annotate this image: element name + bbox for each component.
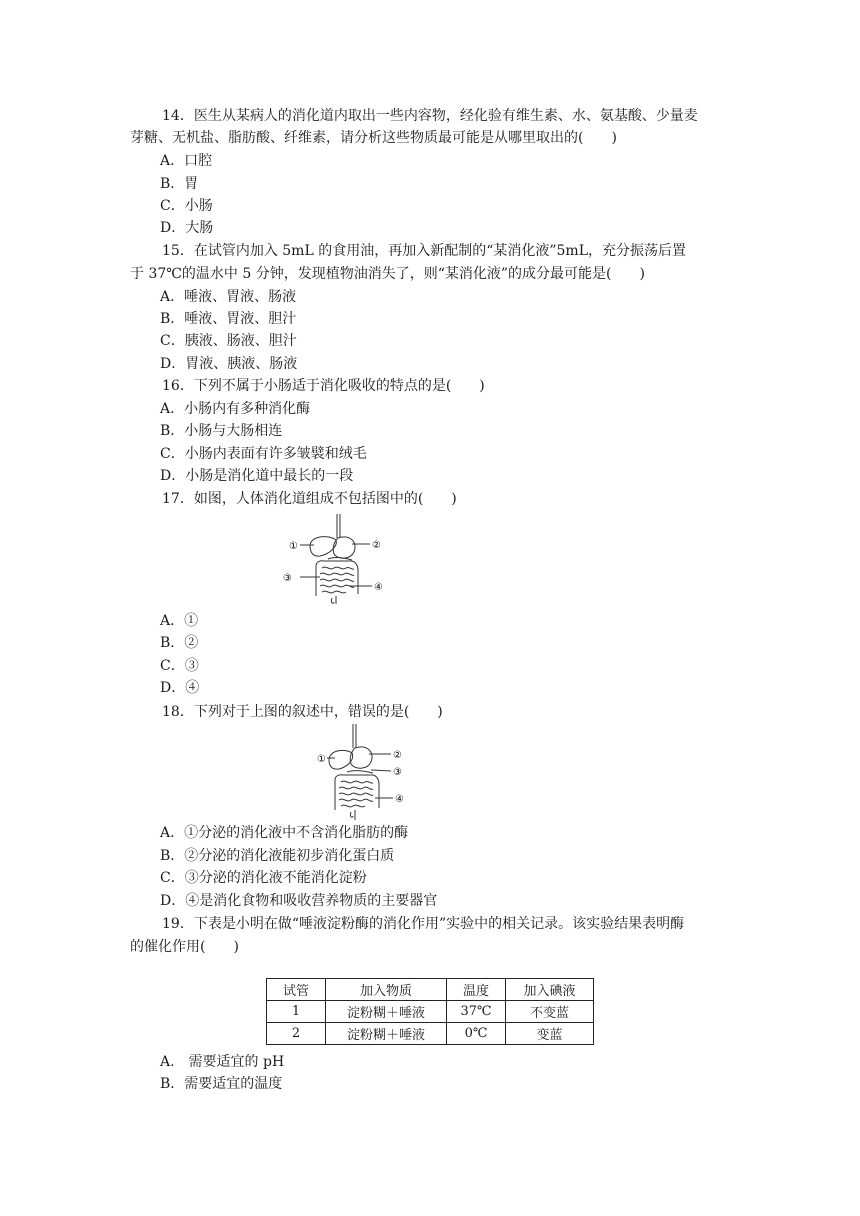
figure1-label-1: ①: [289, 541, 298, 552]
q18-option-c: C．③分泌的消化液不能消化淀粉: [160, 870, 367, 886]
digestive-system-diagram: [315, 724, 410, 820]
q17-option-a: A．①: [160, 613, 199, 629]
table-cell: 1: [267, 1001, 326, 1023]
q16-option-a: A．小肠内有多种消化酶: [160, 401, 311, 417]
q15-stem-line2: 于 37℃的温水中 5 分钟，发现植物油消失了，则“某消化液”的成分最可能是( ): [130, 266, 645, 282]
q18-option-b: B．②分泌的消化液能初步消化蛋白质: [160, 848, 395, 864]
q17-option-b: B．②: [160, 635, 199, 651]
table-cell: 变蓝: [506, 1023, 594, 1045]
figure1-label-3: ③: [283, 573, 292, 584]
digestive-system-figure-2: [315, 724, 410, 820]
table-cell: 淀粉糊＋唾液: [326, 1001, 447, 1023]
q19-stem-line2: 的催化作用( ): [130, 939, 239, 955]
q17-option-d: D．④: [160, 680, 200, 696]
q14-stem-line2: 芽糖、无机盐、脂肪酸、纤维素，请分析这些物质最可能是从哪里取出的( ): [130, 130, 617, 146]
q19-option-a: A. 需要适宜的 pH: [160, 1054, 285, 1070]
figure1-label-4: ④: [374, 582, 383, 593]
q15-option-a: A．唾液、胃液、肠液: [160, 289, 297, 305]
q14-option-d: D．大肠: [160, 220, 214, 236]
digestive-system-figure-1: [280, 514, 390, 604]
table-header-cell: 加入物质: [326, 979, 447, 1001]
figure2-label-1: ①: [317, 754, 326, 765]
table-cell: 37℃: [447, 1001, 506, 1023]
table-row: [267, 1023, 594, 1045]
q18-option-d: D．④是消化食物和吸收营养物质的主要器官: [160, 893, 438, 909]
q15-option-d: D．胃液、胰液、肠液: [160, 356, 298, 372]
q15-option-b: B．唾液、胃液、胆汁: [160, 311, 297, 327]
q16-stem: 16．下列不属于小肠适于消化吸收的特点的是( ): [162, 378, 485, 394]
q14-stem-line1: 14．医生从某病人的消化道内取出一些内容物，经化验有维生素、水、氨基酸、少量麦: [162, 108, 698, 124]
q18-stem: 18．下列对于上图的叙述中，错误的是( ): [162, 704, 443, 720]
q19-option-b: B．需要适宜的温度: [160, 1076, 283, 1092]
figure2-label-4: ④: [395, 794, 404, 805]
figure2-label-3: ③: [393, 767, 402, 778]
q15-option-c: C．胰液、肠液、胆汁: [160, 333, 297, 349]
q15-stem-line1: 15．在试管内加入 5mL 的食用油，再加入新配制的“某消化液”5mL，充分振荡后置: [162, 243, 686, 259]
q14-option-a: A．口腔: [160, 153, 213, 169]
table-cell: 不变蓝: [506, 1001, 594, 1023]
figure1-label-2: ②: [372, 540, 381, 551]
table-header-row: [267, 979, 594, 1001]
q16-option-b: B．小肠与大肠相连: [160, 423, 283, 439]
q16-option-d: D．小肠是消化道中最长的一段: [160, 468, 354, 484]
q17-option-c: C．③: [160, 658, 199, 674]
figure2-label-2: ②: [393, 750, 402, 761]
table-row: [267, 1001, 594, 1023]
q19-stem-line1: 19．下表是小明在做“唾液淀粉酶的消化作用”实验中的相关记录。该实验结果表明酶: [162, 916, 685, 932]
table-cell: 2: [267, 1023, 326, 1045]
q18-option-a: A．①分泌的消化液中不含消化脂肪的酶: [160, 825, 409, 841]
table-header-cell: 试管: [267, 979, 326, 1001]
digestive-system-diagram: [280, 514, 390, 604]
table-cell: 0℃: [447, 1023, 506, 1045]
q14-option-c: C．小肠: [160, 198, 213, 214]
q17-stem: 17．如图，人体消化道组成不包括图中的( ): [162, 491, 457, 507]
table-header-cell: 温度: [447, 979, 506, 1001]
q14-option-b: B．胃: [160, 176, 199, 192]
experiment-table: [266, 978, 594, 1045]
table-header-cell: 加入碘液: [506, 979, 594, 1001]
q16-option-c: C．小肠内表面有许多皱襞和绒毛: [160, 446, 367, 462]
table-cell: 淀粉糊＋唾液: [326, 1023, 447, 1045]
